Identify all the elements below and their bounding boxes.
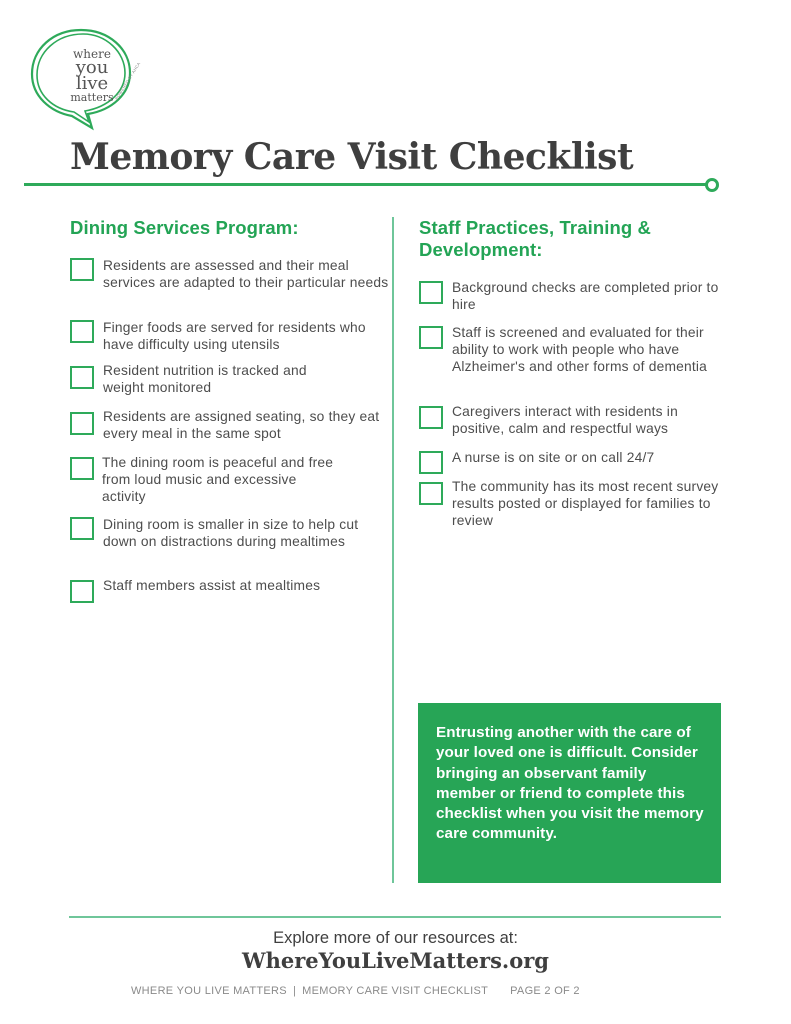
callout-box — [418, 703, 721, 883]
logo-line-matters: matters — [70, 91, 114, 104]
title-rule-circle-icon — [705, 178, 719, 192]
checkbox[interactable] — [70, 320, 94, 343]
checkbox[interactable] — [70, 517, 94, 540]
column-divider — [392, 217, 394, 883]
footer-explore-text: Explore more of our resources at: — [273, 929, 518, 947]
checklist-item-text: The dining room is peaceful and free from loud music and excessive activity — [102, 455, 334, 504]
footer-divider — [69, 916, 721, 918]
checklist-item-text: A nurse is on site or on call 24/7 — [452, 450, 655, 465]
dining-services-heading: Dining Services Program: — [70, 217, 299, 238]
footer-website-link[interactable]: WhereYouLiveMatters.org — [242, 948, 549, 973]
logo-wordmark — [62, 48, 122, 103]
checkbox[interactable] — [419, 281, 443, 304]
checkbox[interactable] — [70, 457, 94, 480]
checklist-item-text: Residents are assessed and their meal services are adapted to their particular needs — [103, 258, 389, 290]
page-number: PAGE 2 OF 2 — [510, 985, 580, 997]
checklist-item-text: Staff members assist at mealtimes — [103, 578, 321, 593]
footer-meta — [131, 985, 580, 997]
footer-brand: WHERE YOU LIVE MATTERS — [131, 985, 287, 997]
checkbox[interactable] — [419, 451, 443, 474]
checkbox[interactable] — [70, 580, 94, 603]
checkbox[interactable] — [419, 406, 443, 429]
checklist-item-text: Caregivers interact with residents in positive, calm and respectful ways — [452, 404, 678, 436]
logo-line-you: you — [75, 57, 109, 78]
logo-powered-by: POWERED BY AHCA — [114, 61, 142, 101]
footer-separator: | — [292, 985, 297, 997]
page-title: Memory Care Visit Checklist — [70, 136, 634, 178]
checklist-item-text: Dining room is smaller in size to help cut down on distractions during mealtimes — [103, 517, 359, 549]
checklist-item-text: Staff is screened and evaluated for their ability to work with people who have Alzheimer's and other forms of dementia — [452, 325, 708, 374]
callout-text: Entrusting another with the care of your loved one is difficult. Consider bringing an observant family member or friend to complete this checklist when you visit the memory care community. — [436, 724, 704, 843]
checklist-item-text: Background checks are completed prior to hire — [452, 280, 719, 312]
checkbox[interactable] — [70, 366, 94, 389]
checkbox[interactable] — [70, 412, 94, 435]
title-underline — [24, 183, 707, 186]
footer-document-name: MEMORY CARE VISIT CHECKLIST — [302, 985, 489, 997]
logo-line-live: live — [75, 73, 109, 94]
logo-line-where: where — [73, 47, 111, 61]
checkbox[interactable] — [419, 326, 443, 349]
staff-practices-heading: Staff Practices, Training & Development: — [419, 217, 651, 260]
checkbox[interactable] — [419, 482, 443, 505]
where-you-live-matters-logo — [26, 26, 142, 132]
checklist-item-text: Residents are assigned seating, so they eat every meal in the same spot — [103, 409, 380, 441]
checklist-item-text: Finger foods are served for residents who have difficulty using utensils — [103, 320, 366, 352]
checklist-item-text: The community has its most recent survey results posted or displayed for families to review — [452, 479, 719, 528]
checkbox[interactable] — [70, 258, 94, 281]
checklist-item-text: Resident nutrition is tracked and weight monitored — [103, 363, 307, 395]
